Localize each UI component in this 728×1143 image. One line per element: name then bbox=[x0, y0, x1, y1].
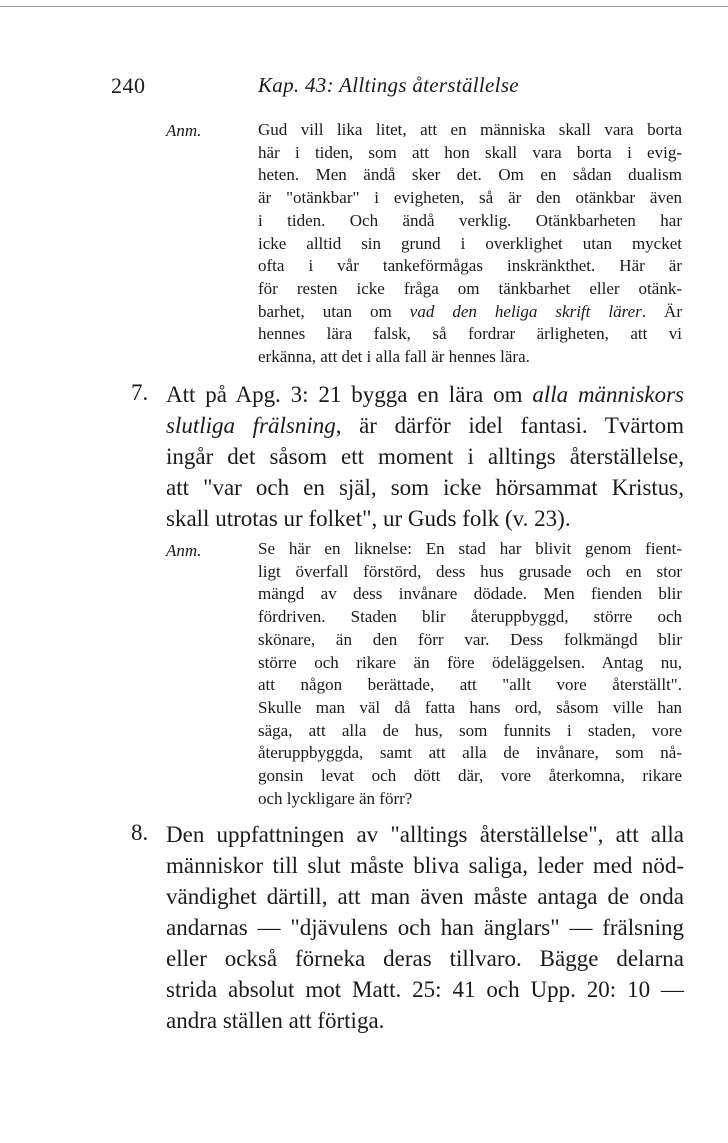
text-line: för resten icke fråga om tänkbarhet eller otänk- bbox=[258, 278, 682, 298]
text-line: Se här en liknelse: En stad har blivit genom fient- bbox=[258, 539, 682, 558]
emphasis-run: slutliga frälsning bbox=[166, 413, 336, 438]
text-line: och lyckligare än förr? bbox=[258, 788, 413, 808]
item-paragraph bbox=[166, 819, 684, 1036]
text-run: barhet, utan om bbox=[258, 301, 410, 321]
text-line: att "var och en själ, som icke hörsammat Kristus, bbox=[166, 475, 684, 500]
page-top-edge bbox=[0, 6, 728, 7]
text-line bbox=[166, 410, 684, 441]
text-line: människor till slut måste bliva saliga, leder med nöd- bbox=[166, 853, 684, 878]
text-line: är "otänkbar" i evigheten, så är den otänkbar även bbox=[258, 188, 682, 208]
text-line: fördriven. Staden blir återuppbyggd, större och bbox=[258, 607, 682, 627]
text-line: strida absolut mot Matt. 25: 41 och Upp. 20: 10 — bbox=[166, 977, 684, 1002]
text-line: att någon berättade, att "allt vore återställt". bbox=[258, 675, 682, 695]
text-line bbox=[166, 379, 684, 410]
note-label: Anm. bbox=[166, 121, 202, 140]
text-line: icke alltid sin grund i overklighet utan mycket bbox=[258, 233, 682, 253]
text-run: . Är bbox=[641, 301, 682, 321]
text-run: , är därför idel fantasi. Tvärtom bbox=[335, 413, 684, 438]
item-number: 7. bbox=[131, 380, 149, 405]
text-line: här i tiden, som att hon skall vara borta i evig- bbox=[258, 142, 682, 162]
text-line: Gud vill lika litet, att en människa skall vara borta bbox=[258, 120, 682, 139]
text-line: skall utrotas ur folket", ur Guds folk (v. 23). bbox=[166, 506, 571, 531]
note-paragraph bbox=[258, 119, 682, 369]
text-line: ofta i vår tankeförmågas inskränkthet. Här är bbox=[258, 256, 682, 276]
text-line: gonsin levat och dött där, vore återkomna, rikare bbox=[258, 766, 682, 786]
running-head: Kap. 43: Alltings återställelse bbox=[258, 73, 519, 97]
text-line: hennes lära falsk, så fordrar ärligheten, att vi bbox=[258, 324, 682, 344]
text-line: andra ställen att förtiga. bbox=[166, 1008, 385, 1033]
text-line: heten. Men ändå sker det. Om en sådan dualism bbox=[258, 165, 682, 185]
note-label: Anm. bbox=[166, 541, 202, 560]
text-line: större och rikare än före ödeläggelsen. Antag nu, bbox=[258, 652, 682, 672]
text-line: mängd av dess invånare dödade. Men fienden blir bbox=[258, 584, 682, 604]
emphasis-run: vad den heliga skrift lärer bbox=[409, 301, 642, 321]
text-line: säga, att alla de hus, som funnits i staden, vore bbox=[258, 720, 682, 740]
text-line: skönare, än den förr var. Dess folkmängd blir bbox=[258, 629, 682, 649]
text-line: Skulle man väl då fatta hans ord, såsom ville han bbox=[258, 697, 682, 717]
emphasis-run: alla människors bbox=[532, 382, 684, 407]
text-line: återuppbyggda, samt att alla de invånare, som nå- bbox=[258, 743, 682, 763]
text-line: Den uppfattningen av "alltings återställelse", att alla bbox=[166, 822, 684, 847]
text-line: i tiden. Och ändå verklig. Otänkbarheten har bbox=[258, 210, 682, 230]
page-number: 240 bbox=[111, 73, 146, 98]
text-line: erkänna, att det i alla fall är hennes lära. bbox=[258, 347, 530, 367]
text-run: Att på Apg. 3: 21 bygga en lära om bbox=[166, 382, 533, 407]
text-line: ligt överfall förstörd, dess hus grusade och en stor bbox=[258, 561, 682, 581]
text-line bbox=[258, 301, 682, 324]
item-number: 8. bbox=[131, 820, 149, 845]
note-paragraph bbox=[258, 538, 682, 810]
text-line: andarnas — "djävulens och han änglars" — frälsning bbox=[166, 915, 684, 940]
text-line: vändighet därtill, att man även måste antaga de onda bbox=[166, 884, 684, 909]
item-paragraph bbox=[166, 379, 684, 534]
text-line: eller också förneka deras tillvaro. Bägge delarna bbox=[166, 946, 684, 971]
text-line: ingår det såsom ett moment i alltings återställelse, bbox=[166, 444, 684, 469]
